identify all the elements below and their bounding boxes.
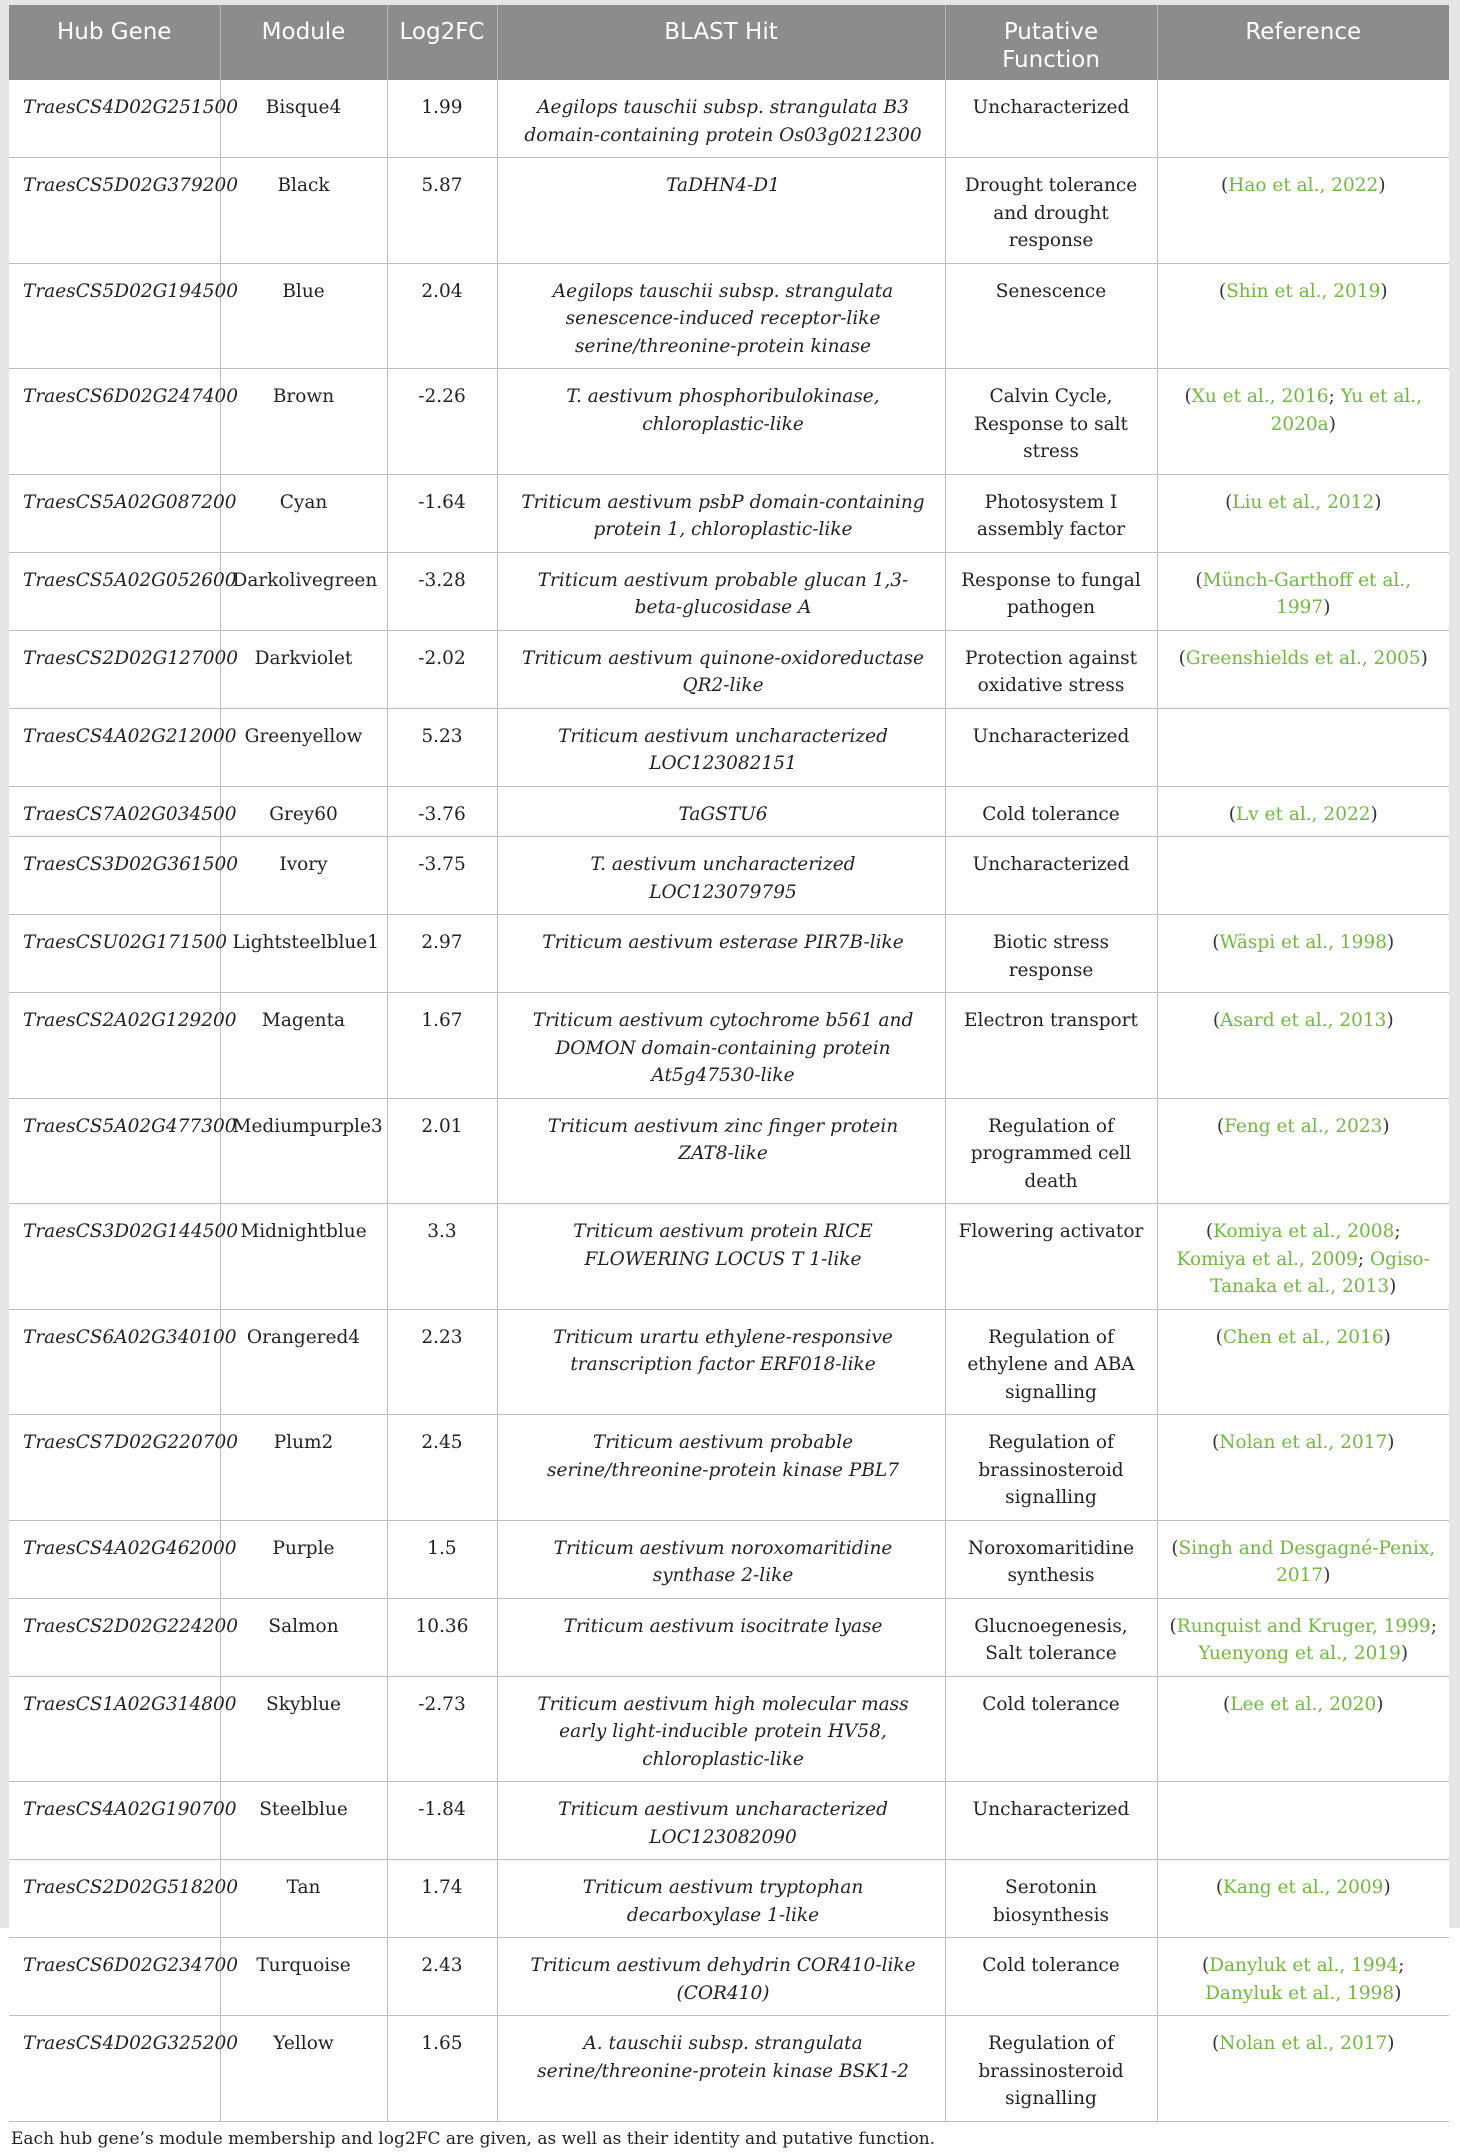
reference-link[interactable]: Yu et al., 2020a [1270,386,1423,435]
log2fc-cell: 2.97 [387,915,497,993]
header-putative-function: Putative Function [945,5,1157,80]
module-cell: Cyan [220,474,387,552]
table-row [9,1598,1449,1676]
table-row [9,1860,1449,1938]
hub-gene-cell: TraesCS4A02G462000 [9,1520,220,1598]
paren: ) [1370,803,1378,825]
reference-cell [1157,915,1449,993]
table-row [9,1520,1449,1598]
hub-gene-cell: TraesCS2D02G224200 [9,1598,220,1676]
blast-hit-cell: A. tauschii subsp. strangulata serine/threonine-protein kinase BSK1-2 [497,2016,945,2122]
log2fc-cell: 3.3 [387,1204,497,1310]
reference-link[interactable]: Feng et al., 2023 [1224,1115,1383,1137]
paren: ( [1220,175,1229,196]
hub-gene-cell: TraesCS5A02G087200 [9,474,220,552]
table-row [9,2016,1449,2122]
module-cell: Ivory [220,837,387,915]
paren: ( [1215,1877,1224,1898]
hub-gene-cell: TraesCS5A02G052600 [9,552,220,630]
putative-function-cell: Drought tolerance and drought response [945,158,1157,264]
log2fc-cell: 5.87 [387,158,497,264]
reference-link[interactable]: Komiya et al., 2008 [1213,1221,1395,1242]
paren: ( [1212,1432,1220,1453]
paren: ) [1323,597,1331,618]
hub-gene-cell: TraesCS6D02G234700 [9,1938,220,2016]
paren: ) [1378,175,1386,196]
blast-hit-cell: Triticum aestivum uncharacterized LOC123082151 [497,708,945,786]
hub-gene-cell: TraesCS3D02G144500 [9,1204,220,1310]
blast-hit-cell: Triticum aestivum zinc finger protein ZAT8-like [497,1098,945,1204]
reference-cell [1157,263,1449,369]
hub-gene-cell: TraesCS2D02G127000 [9,630,220,708]
blast-hit-cell: Triticum aestivum cytochrome b561 and DOMON domain-containing protein At5g47530-like [497,993,945,1099]
module-cell: Greenyellow [220,708,387,786]
blast-hit-cell: Aegilops tauschii subsp. strangulata B3 domain-containing protein Os03g0212300 [497,80,945,158]
log2fc-cell: -2.26 [387,369,497,475]
log2fc-cell: 10.36 [387,1598,497,1676]
paren: ( [1216,1115,1225,1137]
header-log2fc: Log2FC [387,5,497,80]
hub-gene-table [9,5,1449,2156]
table-row [9,708,1449,786]
module-cell: Grey60 [220,786,387,837]
log2fc-cell: 5.23 [387,708,497,786]
reference-cell [1157,369,1449,475]
reference-link[interactable]: Lv et al., 2022 [1235,803,1371,825]
blast-hit-cell: Triticum aestivum dehydrin COR410-like (COR410) [497,1938,945,2016]
table-row [9,1938,1449,2016]
blast-hit-cell: Triticum aestivum quinone-oxidoreductase QR2-like [497,630,945,708]
module-cell: Skyblue [220,1676,387,1782]
table-row [9,1676,1449,1782]
reference-cell [1157,2016,1449,2122]
paren: ) [1376,1693,1384,1715]
putative-function-cell: Regulation of programmed cell death [945,1098,1157,1204]
table-row [9,369,1449,475]
module-cell: Brown [220,369,387,475]
module-cell: Lightsteelblue1 [220,915,387,993]
log2fc-cell: 2.23 [387,1309,497,1415]
paren: ( [1228,803,1236,825]
paren: ) [1420,647,1428,669]
reference-cell [1157,1598,1449,1676]
paren: ) [1380,280,1388,302]
table-row [9,474,1449,552]
log2fc-cell: 1.65 [387,2016,497,2122]
putative-function-cell: Regulation of brassinosteroid signalling [945,1415,1157,1521]
reference-link[interactable]: Nolan et al., 2017 [1219,1432,1388,1453]
header-module: Module [220,5,387,80]
paren: ) [1387,932,1395,953]
reference-link[interactable]: Danyluk et al., 1994 [1209,1955,1399,1976]
hub-gene-cell: TraesCS4D02G251500 [9,80,220,158]
log2fc-cell: 2.01 [387,1098,497,1204]
module-cell: Mediumpurple3 [220,1098,387,1204]
module-cell: Steelblue [220,1782,387,1860]
hub-gene-cell: TraesCS3D02G361500 [9,837,220,915]
paren: ( [1212,932,1220,953]
log2fc-cell: 1.74 [387,1860,497,1938]
blast-hit-cell: Triticum aestivum probable glucan 1,3-beta-glucosidase A [497,552,945,630]
putative-function-cell: Cold tolerance [945,786,1157,837]
hub-gene-cell: TraesCS7D02G220700 [9,1415,220,1521]
reference-link[interactable]: Nolan et al., 2017 [1219,2033,1388,2054]
blast-hit-cell: Triticum urartu ethylene-responsive transcription factor ERF018-like [497,1309,945,1415]
table-row [9,786,1449,837]
paren: ) [1328,413,1336,435]
reference-cell [1157,1860,1449,1938]
reference-cell [1157,158,1449,264]
paren: ( [1169,1615,1177,1637]
putative-function-cell: Glucnoegenesis, Salt tolerance [945,1598,1157,1676]
reference-link[interactable]: Singh and Desgagné-Penix, 2017 [1178,1537,1436,1586]
hub-gene-cell: TraesCS4D02G325200 [9,2016,220,2122]
table-row [9,993,1449,1099]
putative-function-cell: Photosystem I assembly factor [945,474,1157,552]
hub-gene-cell: TraesCS4A02G190700 [9,1782,220,1860]
putative-function-cell: Cold tolerance [945,1676,1157,1782]
paren: ) [1387,2033,1395,2054]
reference-cell [1157,1520,1449,1598]
module-cell: Plum2 [220,1415,387,1521]
reference-cell [1157,474,1449,552]
reference-cell [1157,552,1449,630]
log2fc-cell: -3.75 [387,837,497,915]
module-cell: Magenta [220,993,387,1099]
log2fc-cell: -2.73 [387,1676,497,1782]
reference-cell [1157,1415,1449,1521]
table-row [9,915,1449,993]
module-cell: Tan [220,1860,387,1938]
log2fc-cell: 1.67 [387,993,497,1099]
paren: ) [1389,1276,1397,1297]
table-row [9,630,1449,708]
table-row [9,1098,1449,1204]
paren: ) [1394,1982,1402,2004]
reference-cell [1157,1204,1449,1310]
separator: ; [1430,1615,1437,1637]
table-footnote: Each hub gene’s module membership and log2FC are given, as well as their identity and putative function. [9,2121,1449,2156]
separator: ; [1398,1955,1405,1976]
header-hub-gene: Hub Gene [9,5,220,80]
table-row [9,80,1449,158]
log2fc-cell: -3.28 [387,552,497,630]
reference-link[interactable]: Greenshields et al., 2005 [1185,647,1421,669]
paren: ) [1323,1565,1331,1586]
blast-hit-cell: T. aestivum uncharacterized LOC123079795 [497,837,945,915]
paren: ) [1383,1326,1391,1348]
reference-cell [1157,1782,1449,1860]
reference-link[interactable]: Kang et al., 2009 [1223,1877,1384,1898]
reference-link[interactable]: Xu et al., 2016 [1191,386,1329,407]
reference-link[interactable]: Lee et al., 2020 [1230,1693,1377,1715]
putative-function-cell: Calvin Cycle, Response to salt stress [945,369,1157,475]
reference-link[interactable]: Shin et al., 2019 [1226,280,1381,302]
paren: ( [1184,386,1192,407]
module-cell: Salmon [220,1598,387,1676]
paren: ( [1201,1955,1210,1976]
table-row [9,837,1449,915]
table-row [9,158,1449,264]
log2fc-cell: 2.04 [387,263,497,369]
module-cell: Bisque4 [220,80,387,158]
reference-link[interactable]: Hao et al., 2022 [1228,175,1379,196]
paren: ( [1195,569,1203,591]
reference-link[interactable]: Ogiso-Tanaka et al., 2013 [1210,1248,1430,1297]
table-row [9,263,1449,369]
hub-gene-cell: TraesCS5A02G477300 [9,1098,220,1204]
module-cell: Black [220,158,387,264]
reference-cell [1157,786,1449,837]
log2fc-cell: 2.43 [387,1938,497,2016]
blast-hit-cell: Triticum aestivum high molecular mass early light-inducible protein HV58, chloroplastic-like [497,1676,945,1782]
blast-hit-cell: Triticum aestivum tryptophan decarboxylase 1-like [497,1860,945,1938]
header-blast-hit: BLAST Hit [497,5,945,80]
hub-gene-cell: TraesCS4A02G212000 [9,708,220,786]
module-cell: Midnightblue [220,1204,387,1310]
putative-function-cell: Senescence [945,263,1157,369]
putative-function-cell: Noroxomaritidine synthesis [945,1520,1157,1598]
reference-cell [1157,993,1449,1099]
module-cell: Turquoise [220,1938,387,2016]
reference-link[interactable]: Yuenyong et al., 2019 [1198,1643,1401,1664]
reference-cell [1157,1676,1449,1782]
module-cell: Yellow [220,2016,387,2122]
putative-function-cell: Serotonin biosynthesis [945,1860,1157,1938]
reference-link[interactable]: Danyluk et al., 1998 [1205,1982,1395,2004]
separator: ; [1394,1221,1401,1242]
paren: ) [1383,1877,1391,1898]
paren: ( [1223,1693,1231,1715]
putative-function-cell: Protection against oxidative stress [945,630,1157,708]
putative-function-cell: Cold tolerance [945,1938,1157,2016]
module-cell: Blue [220,263,387,369]
paren: ) [1386,1010,1394,1031]
blast-hit-cell: Triticum aestivum protein RICE FLOWERING LOCUS T 1-like [497,1204,945,1310]
log2fc-cell: -2.02 [387,630,497,708]
putative-function-cell: Response to fungal pathogen [945,552,1157,630]
paren: ) [1382,1115,1390,1137]
hub-gene-cell: TraesCS2A02G129200 [9,993,220,1099]
module-cell: Purple [220,1520,387,1598]
putative-function-cell: Regulation of brassinosteroid signalling [945,2016,1157,2122]
blast-hit-cell: Triticum aestivum uncharacterized LOC123082090 [497,1782,945,1860]
reference-link[interactable]: Runquist and Kruger, 1999 [1176,1615,1431,1637]
reference-cell [1157,1938,1449,2016]
table-row [9,1309,1449,1415]
footnote-row [9,2121,1449,2156]
reference-cell [1157,630,1449,708]
putative-function-cell: Regulation of ethylene and ABA signalling [945,1309,1157,1415]
table-row [9,1415,1449,1521]
paren: ) [1387,1432,1395,1453]
table-row [9,552,1449,630]
table-row [9,1204,1449,1310]
header-row [9,5,1449,80]
putative-function-cell: Flowering activator [945,1204,1157,1310]
log2fc-cell: -1.64 [387,474,497,552]
separator: ; [1357,1248,1371,1270]
paren: ( [1212,2033,1220,2054]
putative-function-cell: Uncharacterized [945,1782,1157,1860]
table-row [9,1782,1449,1860]
reference-cell [1157,837,1449,915]
blast-hit-cell: Triticum aestivum esterase PIR7B-like [497,915,945,993]
paren: ( [1178,647,1186,669]
putative-function-cell: Uncharacterized [945,708,1157,786]
blast-hit-cell: Triticum aestivum probable serine/threonine-protein kinase PBL7 [497,1415,945,1521]
log2fc-cell: 2.45 [387,1415,497,1521]
log2fc-cell: -3.76 [387,786,497,837]
putative-function-cell: Uncharacterized [945,80,1157,158]
paren: ( [1215,1326,1223,1348]
reference-link[interactable]: Chen et al., 2016 [1222,1326,1384,1348]
blast-hit-cell: Triticum aestivum psbP domain-containing protein 1, chloroplastic-like [497,474,945,552]
hub-gene-cell: TraesCS5D02G194500 [9,263,220,369]
putative-function-cell: Uncharacterized [945,837,1157,915]
hub-gene-cell: TraesCS7A02G034500 [9,786,220,837]
reference-cell [1157,1098,1449,1204]
separator: ; [1328,386,1341,407]
reference-cell [1157,1309,1449,1415]
blast-hit-cell: TaGSTU6 [497,786,945,837]
paren: ( [1212,1010,1221,1031]
reference-link[interactable]: Wäspi et al., 1998 [1219,932,1387,953]
putative-function-cell: Biotic stress response [945,915,1157,993]
blast-hit-cell: T. aestivum phosphoribulokinase, chloroplastic-like [497,369,945,475]
paren: ( [1218,280,1227,302]
log2fc-cell: 1.5 [387,1520,497,1598]
reference-link[interactable]: Asard et al., 2013 [1220,1010,1387,1031]
blast-hit-cell: TaDHN4-D1 [497,158,945,264]
reference-cell [1157,708,1449,786]
hub-gene-cell: TraesCS6D02G247400 [9,369,220,475]
blast-hit-cell: Aegilops tauschii subsp. strangulata senescence-induced receptor-like serine/threonine-protein kinase [497,263,945,369]
hub-gene-cell: TraesCSU02G171500 [9,915,220,993]
hub-gene-cell: TraesCS2D02G518200 [9,1860,220,1938]
blast-hit-cell: Triticum aestivum noroxomaritidine synthase 2-like [497,1520,945,1598]
reference-link[interactable]: Liu et al., 2012 [1232,491,1375,513]
module-cell: Darkviolet [220,630,387,708]
blast-hit-cell: Triticum aestivum isocitrate lyase [497,1598,945,1676]
module-cell: Orangered4 [220,1309,387,1415]
hub-gene-cell: TraesCS1A02G314800 [9,1676,220,1782]
log2fc-cell: 1.99 [387,80,497,158]
paren: ( [1205,1221,1214,1242]
paren: ( [1171,1537,1179,1559]
log2fc-cell: -1.84 [387,1782,497,1860]
reference-link[interactable]: Münch-Garthoff et al., 1997 [1202,569,1412,618]
reference-link[interactable]: Komiya et al., 2009 [1176,1248,1358,1270]
reference-cell [1157,80,1449,158]
header-reference: Reference [1157,5,1449,80]
paren: ) [1400,1643,1409,1664]
paren: ) [1374,491,1382,513]
putative-function-cell: Electron transport [945,993,1157,1099]
hub-gene-cell: TraesCS5D02G379200 [9,158,220,264]
module-cell: Darkolivegreen [220,552,387,630]
paren: ( [1225,491,1233,513]
hub-gene-cell: TraesCS6A02G340100 [9,1309,220,1415]
